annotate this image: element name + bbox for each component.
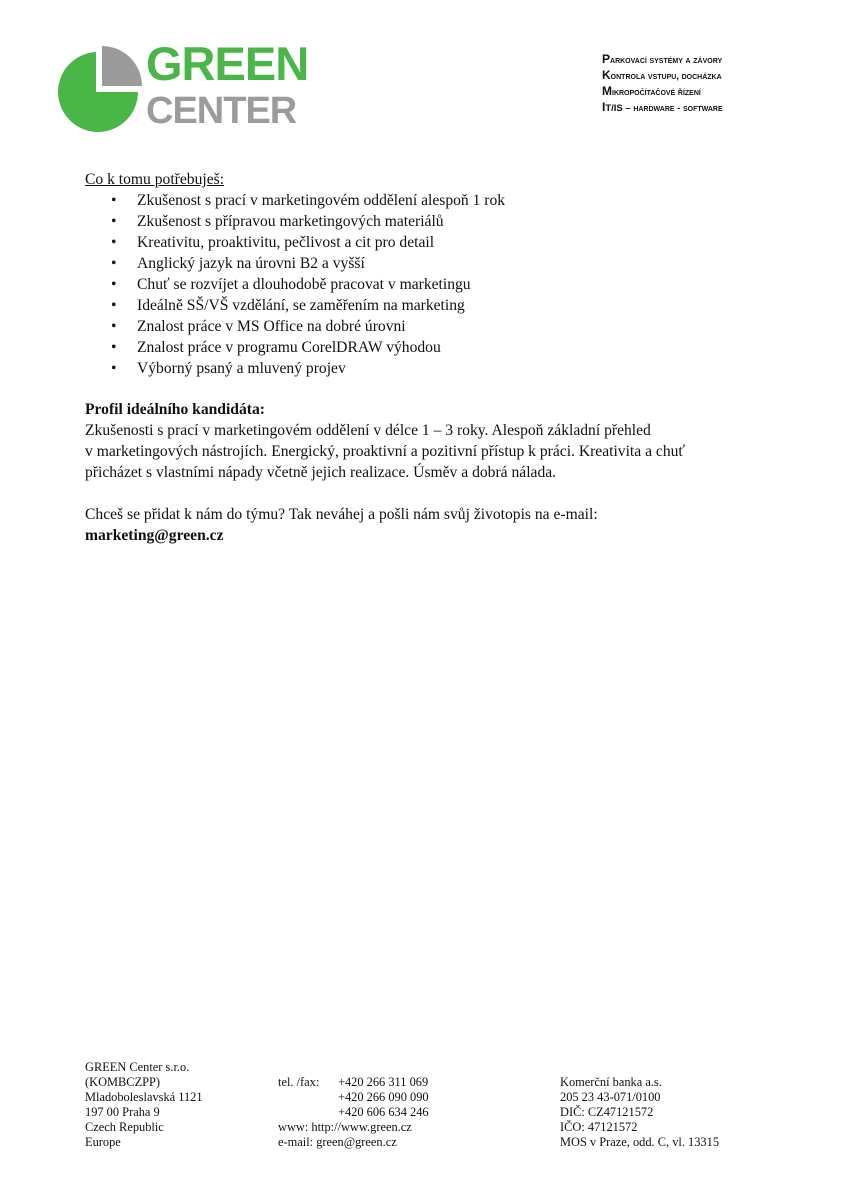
footer-email-link[interactable]: e-mail: green@green.cz — [278, 1135, 397, 1149]
call-to-action — [85, 504, 775, 546]
document-body — [85, 169, 775, 546]
footer-line: Czech Republic — [85, 1120, 164, 1134]
list-item: • Anglický jazyk na úrovni B2 a vyšší — [85, 253, 775, 274]
footer-tel-label: tel. /fax: — [278, 1075, 320, 1089]
footer-line: (KOMBCZPP) — [85, 1075, 161, 1089]
footer-line: Komerční banka a.s. — [560, 1075, 662, 1089]
footer-line: 197 00 Praha 9 — [85, 1105, 160, 1119]
list-item: • Ideálně SŠ/VŠ vzdělání, se zaměřením na marketing — [85, 295, 775, 316]
footer-web-link[interactable]: www: http://www.green.cz — [278, 1120, 412, 1134]
list-item: • Znalost práce v programu CorelDRAW výhodou — [85, 337, 775, 358]
profile-heading: Profil ideálního kandidáta: — [85, 401, 265, 418]
list-item: • Zkušenost s prací v marketingovém oddělení alespoň 1 rok — [85, 190, 775, 211]
profile-text — [85, 420, 775, 483]
footer-phone: +420 606 634 246 — [338, 1105, 429, 1119]
header-services — [602, 52, 723, 116]
footer-line: MOS v Praze, odd. C, vl. 13315 — [560, 1135, 720, 1149]
footer-line: GREEN Center s.r.o. — [85, 1060, 190, 1074]
requirements-heading: Co k tomu potřebuješ: — [85, 171, 225, 188]
service-parking: Parkovací systémy a závory — [602, 52, 723, 66]
list-item: • Znalost práce v MS Office na dobré úrovni — [85, 316, 775, 337]
footer-phones — [338, 1075, 429, 1120]
service-it-is: IT/IS – hardware - software — [602, 100, 723, 114]
company-logo — [56, 37, 309, 134]
footer-line: IČO: 47121572 — [560, 1120, 638, 1134]
footer-line: Europe — [85, 1135, 121, 1149]
list-item: • Výborný psaný a mluvený projev — [85, 358, 775, 379]
profile-line: Zkušenosti s prací v marketingovém oddělení v délce 1 – 3 roky. Alespoň základní přehled — [85, 422, 651, 439]
logo-text-center: CENTER — [146, 90, 297, 132]
list-item: • Chuť se rozvíjet a dlouhodobě pracovat v marketingu — [85, 274, 775, 295]
service-microcomputer: Mikropočítačové řízení — [602, 84, 701, 98]
list-item: • Kreativitu, proaktivitu, pečlivost a cit pro detail — [85, 232, 775, 253]
footer-line: Mladoboleslavská 1121 — [85, 1090, 203, 1104]
cta-text: Chceš se přidat k nám do týmu? Tak neváhej a pošli nám svůj životopis na e-mail: — [85, 506, 598, 523]
footer-company — [85, 1060, 203, 1150]
logo-mark-icon — [56, 42, 142, 134]
footer-line: 205 23 43-071/0100 — [560, 1090, 661, 1104]
footer-phone: +420 266 311 069 — [338, 1075, 429, 1089]
service-access-control: Kontrola vstupu, docházka — [602, 68, 722, 82]
cta-email-link[interactable]: marketing@green.cz — [85, 527, 224, 544]
requirements-list — [85, 190, 775, 379]
footer-phone: +420 266 090 090 — [338, 1090, 429, 1104]
profile-line: přicházet s vlastními nápady včetně jejich realizace. Úsměv a dobrá nálada. — [85, 464, 557, 481]
footer-line: DIČ: CZ47121572 — [560, 1105, 654, 1119]
profile-line: v marketingových nástrojích. Energický, proaktivní a pozitivní přístup k práci. Kreativita a chuť — [85, 443, 686, 460]
footer-bank — [560, 1075, 719, 1150]
list-item: • Zkušenost s přípravou marketingových materiálů — [85, 211, 775, 232]
logo-text-green: GREEN — [146, 37, 309, 90]
